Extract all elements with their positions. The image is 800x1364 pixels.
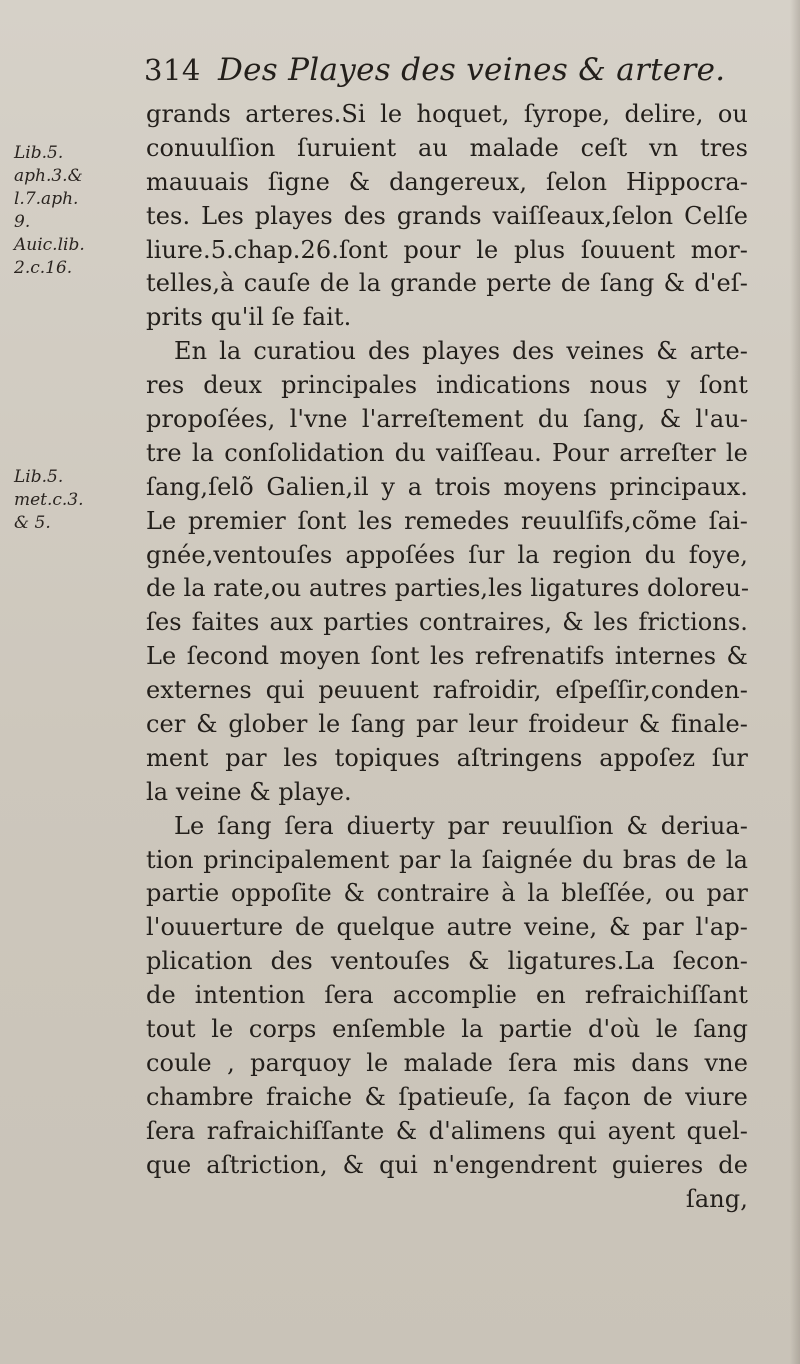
running-title: Des Playes des veines & artere. [217,52,726,88]
text-line: tre la conſolidation du vaiſſeau. Pour arreſter le [146,438,748,467]
text-line: la veine & playe. [146,777,352,806]
text-line: Le premier ſont les remedes reuulſifs,cõme ſai- [146,506,748,535]
text-line: Le ſang ſera diuerty par reuulſion & deriua- [174,811,748,840]
margin-note-line: & 5. [14,513,51,533]
text-line: tion principalement par la ſaignée du bras de la [146,845,748,874]
text-line: tes. Les playes des grands vaiſſeaux,ſelon Celſe [146,201,748,230]
text-line: mauuais ſigne & dangereux, ſelon Hippocra- [146,167,748,196]
text-line: grands arteres.Si le hoquet, ſyrope, delire, ou [146,100,748,128]
margin-note-1 [14,142,126,280]
page-edge-shadow [790,0,800,1364]
text-line: de la rate,ou autres parties,les ligatures doloreu- [146,574,750,603]
margin-note-line: Lib.5. [14,467,64,487]
text-line: res deux principales indications nous y ſont [146,371,748,400]
text-line: ſes faites aux parties contraires, & les frictions. [146,608,748,637]
text-line: prits qu'il ſe fait. [146,303,352,332]
text-line: ſang,ſelõ Galien,il y a trois moyens principaux. [146,472,748,501]
margin-note-line: 9. [14,212,31,232]
text-line: propoſées, l'vne l'arreſtement du ſang, & l'au- [146,405,748,434]
margin-note-line: 2.c.16. [14,258,73,278]
text-line: telles,à cauſe de la grande perte de ſang & d'eſ- [146,269,748,298]
text-line: liure.5.chap.26.ſont pour le plus ſouuent mor- [146,235,748,264]
body-text [146,98,748,1216]
text-line: de intention ſera accomplie en refraichiſſant [146,981,748,1010]
margin-note-2 [14,466,126,535]
catchword: ſang, [685,1184,748,1213]
margin-note-line: l.7.aph. [14,189,79,209]
text-line: En la curatiou des playes des veines & arte- [174,337,748,366]
text-line: plication des ventouſes & ligatures.La ſecon- [146,947,748,976]
page-number: 314 [144,53,201,87]
text-line: gnée,ventouſes appoſées ſur la region du foye, [146,540,748,569]
text-line: ment par les topiques aſtringens appoſez ſur [146,743,748,772]
margin-note-line: aph.3.& [14,166,83,186]
text-line: Le ſecond moyen ſont les refrenatifs internes & [146,642,748,671]
margin-note-line: Auic.lib. [14,235,85,255]
text-line: ſera rafraichiſſante & d'alimens qui ayent quel- [146,1116,748,1145]
text-line: l'ouuerture de quelque autre veine, & par l'ap- [146,913,748,942]
text-line: externes qui peuuent rafroidir, eſpeſſir,conden- [146,676,748,705]
text-line: que aſtriction, & qui n'engendrent guieres de [146,1150,748,1179]
text-line: conuulſion ſuruient au malade ceſt vn tres [146,133,748,162]
margin-note-line: Lib.5. [14,143,64,163]
text-line: coule , parquoy le malade ſera mis dans vne [146,1048,748,1077]
text-line: chambre fraiche & ſpatieuſe, ſa façon de viure [146,1082,748,1111]
page-header [144,52,725,96]
text-line: cer & glober le ſang par leur froideur & finale- [146,710,748,739]
text-line: partie oppoſite & contraire à la bleſſée, ou par [146,879,748,908]
margin-note-line: met.c.3. [14,490,84,510]
text-line: tout le corps enſemble la partie d'où le ſang [146,1015,748,1044]
